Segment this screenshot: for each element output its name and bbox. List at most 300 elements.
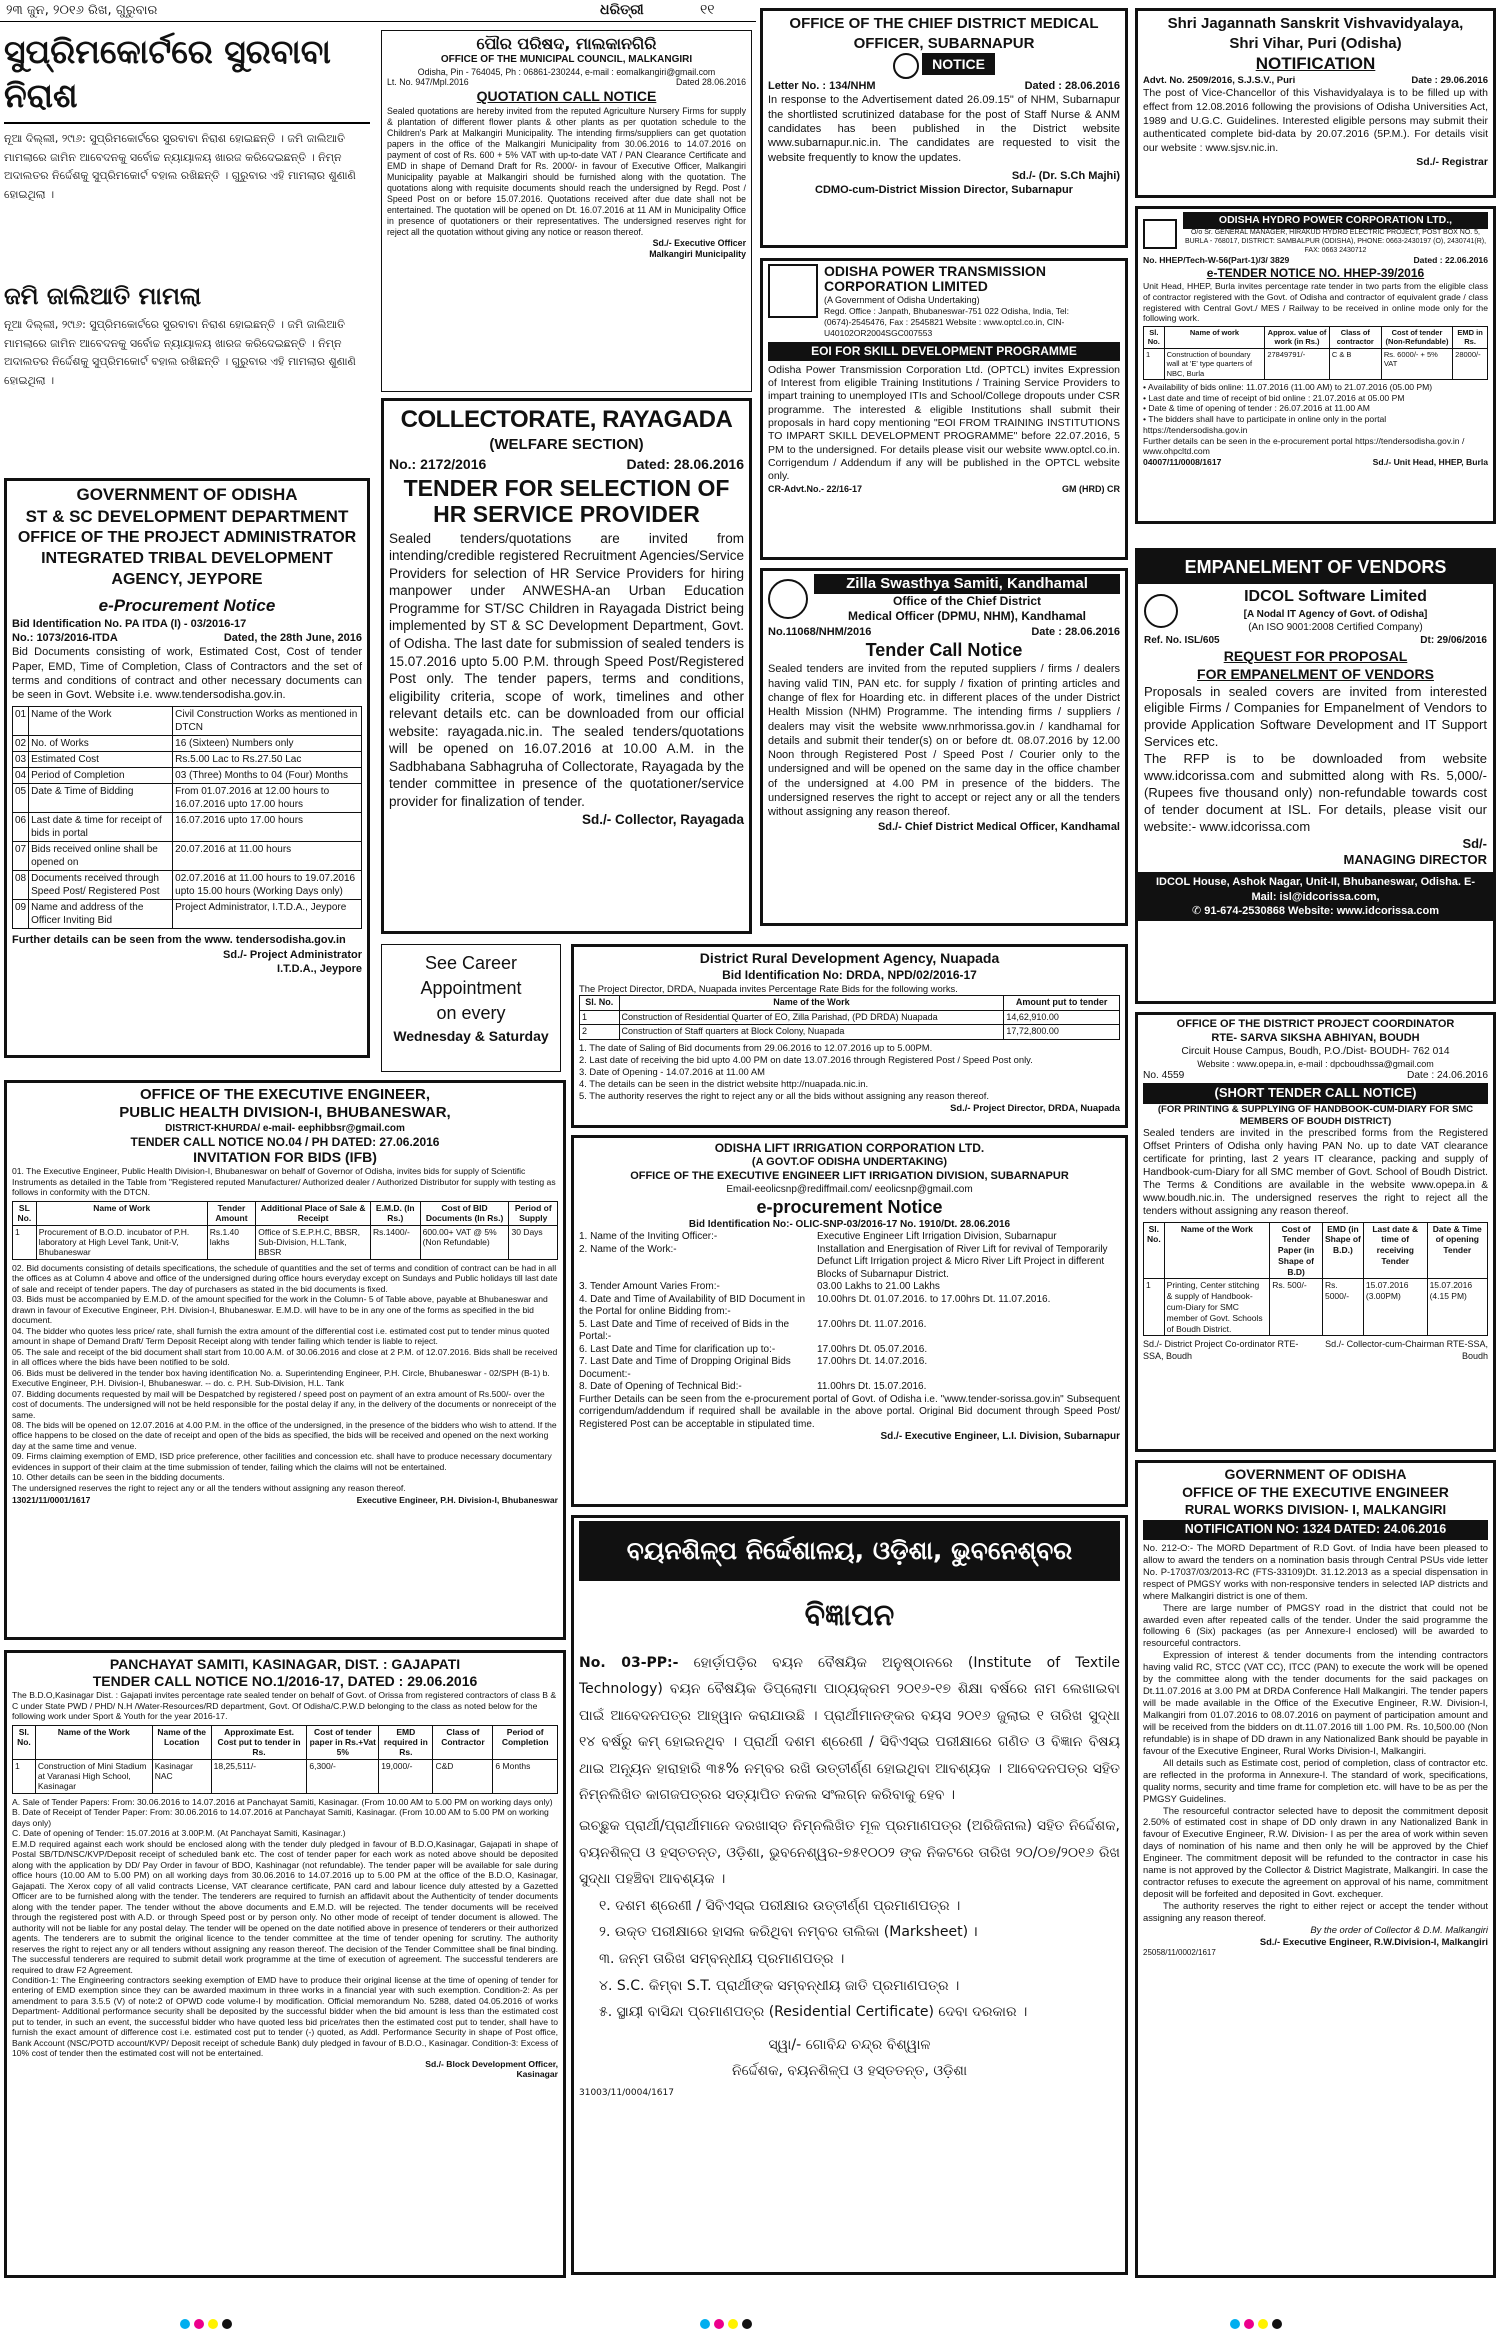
olic-item-label: 8. Date of Opening of Technical Bid:- xyxy=(579,1381,742,1392)
kas-h1: PANCHAYAT SAMITI, KASINAGAR, DIST. : GAJAPATI xyxy=(109,1656,461,1672)
table-row xyxy=(13,813,362,842)
table-header: Cost of BID Documents (In Rs.) xyxy=(420,1201,509,1225)
itda-date: Dated, the 28th June, 2016 xyxy=(223,631,362,644)
olic-email: Email-eeolicsnp@rediffmail.com/ eeolicsnp@gmail.com xyxy=(726,1183,973,1195)
optcl-body: Odisha Power Transmission Corporation Ltd. (OPTCL) invites Expression of Interest from eligible Training Institutions / Training Service Providers to impart training to unemployed ITIs and School/College dropouts under CSR programme. The interested & eligible Institutions shall submit their proposals in hard copy mentioning "EOI FROM TRAINING INSTITUTIONS TO IMPART SKILL DEVELOPMENT PROGRAMME" before 22.07.2016, 5 PM to the undersigned. For details please visit our website www.optcl.co.in. Corrigendum / Addendum if any will be published in the OPTCL website only. xyxy=(768,363,1120,483)
jss-no: Advt. No. 2509/2016, S.J.S.V., Puri xyxy=(1143,75,1296,87)
mc-sig: Sd./- Executive Officer xyxy=(652,237,746,248)
table-cell: Rs.1400/- xyxy=(370,1225,420,1259)
table-cell: 08 xyxy=(13,871,29,900)
rw-p4: All details such as Estimate cost, period of completion, class of contractor etc. are reflected in the proforma in Annexure-I. The standard of work, specifications, quality norms, security and time frame for completion etc. will have to be as per the PMGSY Guidelines. xyxy=(1143,1756,1488,1804)
dtt-para: ଇଚ୍ଛୁକ ପ୍ରାର୍ଥୀ/ପ୍ରାର୍ଥୀମାନେ ଦରଖାସ୍ତ ନିମ୍ନଲିଖିତ ମୂଳ ପ୍ରମାଣପତ୍ର (ଅରିଜିନାଲ) ସହିତ ନିର୍ଦ୍ଦେଶକ, ବୟନଶିଳ୍ପ ଓ ହସ୍ତତନ୍ତ, ଓଡ଼ିଶା, ଭୁବନେଶ୍ୱର-୭୫୧୦୦୨ ଙ୍କ ନିକଟରେ ତାରିଖ ୨୦/୦୭/୨୦୧୬ ରିଖ ସୁଦ୍ଧା ପହଞ୍ଚିବା ଆବଶ୍ୟକ । xyxy=(579,1818,1120,1888)
mc-lt: Lt. No. 947/Mpl.2016 xyxy=(387,77,469,88)
table-header: Additional Place of Sale & Receipt xyxy=(256,1201,371,1225)
table-cell: 03 (Three) Months to 04 (Four) Months xyxy=(173,768,362,784)
ray-title: TENDER FOR SELECTION OF HR SERVICE PROVIDER xyxy=(403,474,730,528)
table-header: Name of the Work xyxy=(35,1725,152,1759)
table-header: Cost of Tender Paper (in Shape of B.D) xyxy=(1270,1222,1323,1279)
kas-intro: The B.D.O,Kasinagar Dist. : Gajapati invites percentage rate sealed tender on behalf of Govt. of Orissa from registered contractors of class B & C under State PWD / PHD/ N.H /Water-Resources/RD department, Govt. Of Odisha/C.P.W.D belonging to the class as noted below for the following work under Sport & Youth for the year 2016-17. xyxy=(12,1690,557,1722)
table-cell: C&D xyxy=(433,1759,493,1793)
olic-item-label: 7. Last Date and Time of Dropping Original Bids Document:- xyxy=(579,1356,791,1380)
kas-date-line: B. Date of Receipt of Tender Paper: From: 30.06.2016 to 14.07.2016 at Panchayat Samiti, Kasinagar. (From 10.00 AM to 5.00 PM on working days only) xyxy=(12,1807,549,1828)
boudh-title: (SHORT TENDER CALL NOTICE) xyxy=(1143,1083,1488,1104)
table-row xyxy=(13,784,362,813)
idcol-sig: Sd/- xyxy=(1462,835,1487,851)
jss-title: NOTIFICATION xyxy=(1255,54,1376,73)
olic-item-value: 10.00hrs Dt. 01.07.2016. to 17.00hrs Dt. 11.07.2016. xyxy=(817,1293,1051,1305)
kas-title: TENDER CALL NOTICE NO.1/2016-17, DATED : 29.06.2016 xyxy=(92,1673,478,1690)
phd-note: 10. Other details can be seen in the bidding documents. xyxy=(12,1472,225,1483)
itda-bid: Bid Identification No. PA ITDA (I) - 03/2016-17 xyxy=(12,617,247,630)
yellow-mark xyxy=(1258,2319,1268,2329)
table-cell: Rs.1.40 lakhs xyxy=(207,1225,256,1259)
rw-p3: Expression of interest & tender documents from the intending contractors having valid RC, STCC (VAT CC), ITCC (PAN) to execute the work will be opened by the committee along with the tender documents for the said packages on Dt.11.07.2016 at 3.00 PM at DRDA Conference Hall Malkangiri. The tender papers will be made available in the Office of the Executive Engineer, R.W. Division-I, Malkangiri from 01.07.2016 to 08.07.2016 on payment of participation amount and will be received from the bidders on dt.11.07.2016 till 1.00 PM. Rs. 10,500.00 (Non refundable) is in shape of DD drawn in any Nationalized Bank should be payable in favour of the Executive Engineer, Rural Works Division-I, Malkangiri. xyxy=(1143,1649,1488,1756)
phd-note: 08. The bids will be opened on 12.07.2016 at 4.00 P.M. in the office of the undersigned, in the presence of the bidders who wish to attend. If the office happens to be closed on the date of receipt and open of the bids as specified, the bids will be received and opened on the next working day at the same time and venue. xyxy=(12,1420,557,1451)
mc-title: QUOTATION CALL NOTICE xyxy=(476,88,657,105)
yellow-mark xyxy=(208,2319,218,2329)
olic-item xyxy=(579,1344,1120,1357)
table-cell: 03 xyxy=(13,752,29,768)
zss-h1: Zilla Swasthya Samiti, Kandhamal xyxy=(814,574,1120,594)
table-header: Name of the Work xyxy=(619,996,1004,1011)
table-row xyxy=(580,1010,1120,1025)
olic-h3: OFFICE OF THE EXECUTIVE ENGINEER LIFT IRRIGATION DIVISION, SUBARNAPUR xyxy=(630,1169,1069,1182)
idcol-sig-2: MANAGING DIRECTOR xyxy=(1343,852,1487,868)
zss-title: Tender Call Notice xyxy=(865,639,1023,660)
table-cell: 15.07.2016 (3.00PM) xyxy=(1363,1279,1427,1336)
kas-sig-2: Kasinagar xyxy=(516,2069,558,2080)
ohpc-code: 04007/11/0008/1617 xyxy=(1143,457,1222,468)
jss-notice xyxy=(1135,8,1496,198)
boudh-title-2: (FOR PRINTING & SUPPLYING OF HANDBOOK-CUM-DIARY FOR SMC MEMBERS OF BOUDH DISTRICT) xyxy=(1157,1103,1474,1127)
table-header: Sl. No. xyxy=(1144,327,1165,349)
cyan-mark xyxy=(1230,2319,1240,2329)
olic-item-label: 1. Name of the Inviting Officer:- xyxy=(579,1231,718,1242)
table-cell: 02 xyxy=(13,736,29,752)
cdmo-no: Letter No. : 134/NHM xyxy=(768,80,876,93)
ohpc-no: No. HHEP/Tech-W-56(Part-1)/3/ 3829 xyxy=(1143,255,1290,266)
table-cell: Date & Time of Bidding xyxy=(29,784,173,813)
table-cell: Procurement of B.O.D. incubator of P.H. laboratory at High Level Tank, Unit-V, Bhubaneswar xyxy=(36,1225,207,1259)
table-header: Period of Completion xyxy=(493,1725,558,1759)
kas-conditions: Condition-1: The Engineering contractors seeking exemption of EMD have to produce their original license at the time of opening of tender for entering of EMD exemption since they can be awarded maximum in three works in a financial year with such exemption. Condition-2: As per amendment to para 3.5.5 (V) of note:2 of OPWD code volume-I by modification. Official memorandum No. 5288, dated 04.05.2016 of works Department- Additional performance security shall be deposited by the successful bidder when the bid amount is less than the estimated cost put to tender, in such an event, the successful bidder who have quoted less bid price/rates then the estimated cost put to tender, shall have to furnish the exact amount of difference cost i.e. estimated cost put to tender (-) quoted, as Addl. Performance Security in shape of Post office, Bank Account (NSC/POTD account/KVP/ Deposit receipt of schedule Bank) duly pledged in favour of B.D.O., Kasinagar. Condition-3: Excess of 10% cost of tender then the estimated cost will not be entertained. xyxy=(12,1975,558,2059)
career-box xyxy=(381,944,561,1072)
dtt-code: 31003/11/0004/1617 xyxy=(579,2088,674,2098)
ohpc-title: e-TENDER NOTICE NO. HHEP-39/2016 xyxy=(1206,266,1425,281)
color-marks-right xyxy=(1230,2319,1282,2329)
ray-h1: COLLECTORATE, RAYAGADA xyxy=(400,406,733,433)
drda-notice xyxy=(571,944,1128,1128)
idcol-title-2: FOR EMPANELMENT OF VENDORS xyxy=(1197,666,1434,683)
olic-item-label: 3. Tender Amount Varies From:- xyxy=(579,1281,720,1292)
table-cell: 1 xyxy=(1144,348,1165,379)
boudh-sig-2: Sd./- Collector-cum-Chairman RTE-SSA, Boudh xyxy=(1325,1339,1488,1361)
drda-intro: The Project Director, DRDA, Nuapada invites Percentage Rate Bids for the following works. xyxy=(579,983,958,995)
drda-note: 1. The date of Saling of Bid documents from 29.06.2016 to 12.07.2016 up to 5.00PM. xyxy=(579,1041,933,1053)
table-cell: 01 xyxy=(13,707,29,736)
table-row xyxy=(13,736,362,752)
dtt-list xyxy=(599,1893,1120,2026)
optcl-title: EOI FOR SKILL DEVELOPMENT PROGRAMME xyxy=(768,342,1120,361)
idcol-h2: [A Nodal IT Agency of Govt. of Odisha] xyxy=(1243,609,1428,621)
table-cell: Project Administrator, I.T.D.A., Jeypore xyxy=(173,900,362,929)
phone-icon: ✆ xyxy=(1191,904,1202,917)
table-row xyxy=(13,768,362,784)
kas-dates xyxy=(12,1797,558,1839)
optcl-logo-icon xyxy=(768,264,818,318)
olic-item xyxy=(579,1356,1120,1381)
table-cell: Rs. 5000/- xyxy=(1322,1279,1363,1336)
yellow-mark xyxy=(728,2319,738,2329)
table-header: Sl. No. xyxy=(1144,1222,1165,1279)
masthead-date: ୨୩ ଜୁନ, ୨୦୧୬ ରିଖ, ଗୁରୁବାର xyxy=(6,3,158,18)
optcl-notice xyxy=(760,258,1128,560)
cdmo-body: In response to the Advertisement dated 26.09.15" of NHM, Subarnapur the shortlisted scrutinized database for the post of Staff Nurse & ANM candidates has been published in the District website www.subarnapur.nic.in. The candidates are requested to visit the website frequently to know the updates. xyxy=(768,94,1120,164)
dtt-sig-2: ନିର୍ଦ୍ଦେଶକ, ବୟନଶିଳ୍ପ ଓ ହସ୍ତତନ୍ତ, ଓଡ଼ିଶା xyxy=(731,2063,968,2080)
ohpc-body: Unit Head, HHEP, Burla invites percentage rate tender in two parts from the eligible class of contractor registered with the Govt. of Odisha and contractor of equivalent grade / class registered with Central Govt./ MES / Railway to be received in online mode only for the following work. xyxy=(1143,281,1488,324)
itda-foot: Further details can be seen from the www. tendersodisha.gov.in xyxy=(12,934,346,947)
table-row xyxy=(13,900,362,929)
table-header: E.M.D. (In Rs.) xyxy=(370,1201,420,1225)
ohpc-foot: Further details can be seen in the e-procurement portal https://tendersodisha.gov.in / www.ohpcltd.com xyxy=(1143,435,1465,457)
olic-item-value: 17.00hrs Dt. 11.07.2016. xyxy=(817,1318,927,1330)
table-cell: Civil Construction Works as mentioned in DTCN xyxy=(173,707,362,736)
phd-note: 02. Bid documents consisting of details specifications, the schedule of quantities and the set of terms and condition of contract can be had in all the offices as at Column 4 above and office of the undersigned during office hours everyday except on Sundays and Public holidays till last date of sale and receipt of tender papers. The day of purchasers as stated in the bid documents is fixed. xyxy=(12,1262,558,1294)
rw-title: NOTIFICATION NO: 1324 DATED: 24.06.2016 xyxy=(1143,1520,1488,1540)
dtt-list-item: ୩. ଜନ୍ମ ତାରିଖ ସମ୍ବନ୍ଧୀୟ ପ୍ରମାଣପତ୍ର । xyxy=(599,1951,845,1968)
color-marks-left xyxy=(180,2319,232,2329)
table-header: Sl. No. xyxy=(13,1725,36,1759)
kas-body: E.M.D required against each work should be enclosed along with the tender duly pledged in favour of B.D.O,Kasinagar, Gajapati in shape of Postal SB/TD/NSC/KVP/Deposit receipt of scheduled bank etc. The cost of tender paper for each work as noted above should be deposited along with the application by DD/ Pay Order in favour of BDO, Kashinagar (not refundable). The tender paper will be available for sale during office hours (10.00 AM to 5.00 PM) on all working days from 30.06.2016 to 14.07.2016 up to 5.00 PM at the office of the B.D.O, Kasinagar, Gajapati. The Xerox copy of all valid contracts License, VAT clearance certificate, PAN card and labour licence duly attested by a Gazetted Officer are to be furnished along with the tender. The tenderers are required to furnish an affidavit about the Authenticity of tender documents along with the tender paper. The tender without the above documents and E.M.D. will be rejected. The tender documents will be received through the registered post with A.D. or through Speed post or by person only. No other mode of receipt of tender document is allowed. The authority will not be liable for any postal delay. The tender will be opened on the date notified above in presence of tenderers or their authorized agents. The tenderers are to submit the original licence to the tender committee at the time of tender opening for scrutiny. The authority reserves the right to reject any or all tenders without assigning any reason thereof. The decision of the Tender Committee shall be final binding. The successful tenderers are required to submit detail work programme at the time of execution of agreement. The successful tenderers are required to draw F2 Agreement. xyxy=(12,1838,558,1975)
table-cell: Rs. 500/- xyxy=(1270,1279,1323,1336)
olic-item-value: 11.00hrs Dt. 15.07.2016. xyxy=(817,1381,927,1392)
kas-sig: Sd./- Block Development Officer, xyxy=(425,2058,558,2069)
table-header: Period of Supply xyxy=(509,1201,558,1225)
textile-notice xyxy=(571,1515,1128,2275)
zss-h3: Medical Officer (DPMU, NHM), Kandhamal xyxy=(847,609,1087,624)
olic-item-value: 17.00hrs Dt. 05.07.2016. xyxy=(817,1343,928,1355)
itda-office: OFFICE OF THE PROJECT ADMINISTRATOR xyxy=(17,529,357,547)
table-cell: Construction of Residential Quarter of EO, Zilla Parishad, (PD DRDA) Nuapada xyxy=(619,1010,1004,1025)
olic-foot: Further Details can be seen from the e-procurement portal of Govt. of Odisha i.e. "www.tender-sorissa.gov.in" Subsequent corrigendum/addendum if required shall be available in the above portal. Original Bid document through Speed Post/ Registered Post can be acceptable in stipulated time. xyxy=(579,1393,1120,1430)
ray-body: Sealed tenders/quotations are invited from intending/credible registered Recruitment Agencies/Service Providers for selection of HR Service Providers for hiring manpower under ANWESHA-an Urban Education Programme for ST/SC Children in Rayagada District being implemented by ST & SC Development Department, Govt. of Odisha. The last date for submission of sealed tenders is 15.07.2016 upto 5.00 P.M. through Speed Post/Registered Post only. The tender papers, terms and conditions, eligibility criteria, scope of work, timelines and other relevant details etc. can be downloaded from our official website: rayagada.nic.in. The sealed tenders/quotations will be opened on 16.07.2016 at 10.00 A.M. in the Sadbhabana Sabhagruha of Collectorate, Rayagada by the tender committee in presence of the quotationer/service provider for finalization of tender. xyxy=(389,530,744,809)
ohpc-table xyxy=(1143,326,1488,380)
cdmo-notice xyxy=(760,8,1128,248)
table-row xyxy=(13,752,362,768)
ohpc-addr: O/o Sr. GENERAL MANAGER, HIRAKUD HYDRO ELECTRIC PROJECT, POST BOX NO. 5, BURLA - 768017, DISTRICT: SAMBALPUR (ODISHA), PHONE: 0663-2430197 (O), 2430741(R), FAX: 0663 2430712 xyxy=(1184,229,1487,254)
mc-h2: OFFICE OF THE MUNICIPAL COUNCIL, MALKANGIRI xyxy=(440,54,693,65)
odisha-emblem-icon xyxy=(893,53,919,79)
rw-p5: The resourceful contractor selected have to deposit the commitment deposit 2.50% of estimated cost in shape of DD only drawn in any Nationalized Bank in favour of Executive Engineer, R.W. Division- I as per the area of work within seven days of nomination of his name and then only he will be approved by the Chief Engineer. The commitment deposit will be refunded to the contractor in case his name is not approved by the Collector & District Magistrate, Malkangiri. In case the contractor refuses to execute the agreement on approval of his name, commitment deposit will be forfeited and deposited in Govt. exchequer. xyxy=(1143,1804,1488,1900)
table-cell: 6,300/- xyxy=(307,1759,379,1793)
olic-item xyxy=(579,1231,1120,1244)
phd-notice xyxy=(4,1080,566,1640)
phd-code: 13021/11/0001/1617 xyxy=(12,1495,91,1506)
idcol-addr: IDCOL House, Ashok Nagar, Unit-II, Bhubaneswar, Odisha. E-Mail: isl@idcorissa.com, xyxy=(1155,876,1476,903)
jss-body: The post of Vice-Chancellor of this Vishavidyalaya is to be filled up with effect from 12.08.2016 following the provisions of Odisha Universities Act, 1989 and U.G.C. Guidelines. Interested eligible persons may submit their authenticated complete bid-data by 20.07.2016 (5P.M.). For details visit our website : www.sjsv.nic.in. xyxy=(1143,87,1488,154)
itda-agency: INTEGRATED TRIBAL DEVELOPMENT AGENCY, JEYPORE xyxy=(41,549,333,588)
news-subheadline: ଜମି ଜାଲିଆତି ମାମଲା xyxy=(4,282,202,310)
nhm-logo-icon xyxy=(768,579,808,619)
table-cell: Name and address of the Officer Inviting Bid xyxy=(29,900,173,929)
drda-note: 3. Date of Opening - 14.07.2016 at 11.00 AM xyxy=(579,1065,765,1077)
table-cell: 02.07.2016 at 11.00 hours to 19.07.2016 upto 15.00 hours (Working Days only) xyxy=(173,871,362,900)
table-cell: 28000/- xyxy=(1453,348,1488,379)
olic-items xyxy=(579,1231,1120,1394)
table-cell: Construction of Staff quarters at Block Colony, Nuapada xyxy=(619,1025,1004,1040)
optcl-sig: GM (HRD) CR xyxy=(1062,483,1120,494)
table-cell: 600.00+ VAT @ 5% (Non Refundable) xyxy=(420,1225,509,1259)
phd-note: 06. Bids must be delivered in the tender box having identification No. a. Superintending Engineer, P.H. Circle, Bhubaneswar - 02/SPH (B-1) b. Executive Engineer, P.H. Division-I, Bhubaneswar. -- do. c. P.H. Sub-Division, H.L. Tank xyxy=(12,1367,550,1389)
olic-item-label: 4. Date and Time of Availability of BID Document in the Portal for online Bidding from:- xyxy=(579,1293,806,1317)
phd-note: 09. Firms claiming exemption of EMD, ISD price preference, other facilities and concession etc. shall have to produce necessary documentary evidences in support of their claim at the time submission of tender, failing which the claims will not be entertained. xyxy=(12,1451,552,1472)
table-header: Approximate Est. Cost put to tender in Rs. xyxy=(211,1725,307,1759)
news-headline: ସୁପ୍ରିମକୋର୍ଟରେ ସୁରବାବା ନିରାଶ xyxy=(4,30,370,124)
olic-item-value: Executive Engineer Lift Irrigation Division, Subarnapur xyxy=(817,1231,1057,1242)
color-marks-center xyxy=(700,2319,752,2329)
boudh-addr: Circuit House Campus, Boudh, P.O./Dist- BOUDH- 762 014 xyxy=(1181,1045,1450,1057)
cdmo-date: Dated : 28.06.2016 xyxy=(1024,80,1120,93)
optcl-addr: Regd. Office : Janpath, Bhubaneswar-751 022 Odisha, India, Tel:(0674)-2545476, Fax : 2545821 Website : www.optcl.co.in, CIN-U40102OR2004SGC007553 xyxy=(824,306,1069,338)
table-cell: C & B xyxy=(1329,348,1381,379)
itda-title: e-Procurement Notice xyxy=(98,595,276,615)
dtt-banner: ବୟନଶିଳ୍ପ ନିର୍ଦ୍ଦେଶାଳୟ, ଓଡ଼ିଶା, ଭୁବନେଶ୍ବର xyxy=(579,1521,1120,1581)
table-header: Cost of tender paper in Rs.+Vat 5% xyxy=(307,1725,379,1759)
phd-intro: 01. The Executive Engineer, Public Health Division-I, Bhubaneswar on behalf of Governor of Odisha, invites bids for supply of Scientific Instruments as detailed in the Table from "Registered reputed Manufacturer/ Authorized dealer / Authorized Distributor for supply with testing as follows in conformity with the DTCN. xyxy=(12,1166,556,1198)
dtt-list-item: ୨. ଉକ୍ତ ପରୀକ୍ଷାରେ ହାସଲ କରିଥିବା ନମ୍ବର ତାଲିକା (Marksheet) । xyxy=(599,1924,978,1941)
table-cell: 17,72,800.00 xyxy=(1004,1025,1120,1040)
table-cell: 1 xyxy=(13,1759,36,1793)
idcol-body: Proposals in sealed covers are invited from interested eligible Firms / Companies for Empanelment of Vendors to provide Application Software Development and IT Support Services etc. xyxy=(1144,683,1487,750)
table-header: EMD required in Rs. xyxy=(379,1725,433,1759)
ohpc-date: Dated : 22.06.2016 xyxy=(1413,255,1488,266)
dtt-sig: ସ୍ୱା/- ଗୋବିନ୍ଦ ଚନ୍ଦ୍ର ବିଶ୍ୱାଳ xyxy=(768,2036,931,2053)
ohpc-sig: Sd./- Unit Head, HHEP, Burla xyxy=(1372,457,1488,468)
news-body: ନୂଆ ଦିଲ୍ଲୀ, ୨୯ା୬: ସୁପ୍ରିମକୋର୍ଟରେ ସୁରବାବା ନିରାଶ ହୋଇଛନ୍ତି । ଜମି ଜାଲିଆତି ମାମଲାରେ ଜାମିନ ଆବେଦନକୁ ସର୍ବୋଚ୍ଚ ନ୍ୟାୟାଳୟ ଖାରଜ କରିଦେଇଛନ୍ତି । ନିମ୍ନ ଅଦାଲତର ନିର୍ଦ୍ଦେଶକୁ ସୁପ୍ରିମକୋର୍ଟ ବହାଲ ରଖିଛନ୍ତି । ଗୁରୁବାର ଏହି ମାମଲାର ଶୁଣାଣି ହୋଇଥିଲା । xyxy=(4,132,356,202)
rayagada-notice xyxy=(381,398,752,934)
dtt-list-item: ୫. ସ୍ଥାୟୀ ବାସିନ୍ଦା ପ୍ରମାଣପତ୍ର (Residential Certificate) ଦେବା ଦରକାର । xyxy=(599,2004,1028,2021)
boudh-h2: RTE- SARVA SIKSHA ABHIYAN, BOUDH xyxy=(1211,1031,1420,1044)
itda-gov: GOVERNMENT OF ODISHA xyxy=(76,485,298,504)
table-cell: Last date & time for receipt of bids in portal xyxy=(29,813,173,842)
zss-date: Date : 28.06.2016 xyxy=(1031,625,1120,638)
table-header: Tender Amount xyxy=(207,1201,256,1225)
boudh-sig: Sd./- District Project Co-ordinator RTE-SSA, Boudh xyxy=(1143,1339,1299,1361)
table-header: Cost of tender (Non-Refundable) xyxy=(1381,327,1452,349)
drda-notes xyxy=(579,1042,1120,1102)
phd-note: The undersigned reserves the right to reject any or all the tenders without assigning any reason thereof. xyxy=(12,1482,406,1493)
ohpc-note: • Last date and time of receipt of bid online : 21.07.2016 at 05.00 PM xyxy=(1143,392,1405,403)
jss-h2: Shri Vihar, Puri (Odisha) xyxy=(1229,34,1402,52)
itda-notice xyxy=(4,478,370,1058)
cdmo-sig-2: CDMO-cum-District Mission Director, Subarnapur xyxy=(815,184,1073,197)
dtt-no: No. 03-PP:- xyxy=(579,1654,679,1671)
drda-table xyxy=(579,995,1120,1040)
drda-h1: District Rural Development Agency, Nuapada xyxy=(699,950,1000,966)
kas-date-line: A. Sale of Tender Papers: From: 30.06.2016 to 14.07.2016 at Panchayat Samiti, Kasinagar. (From 10.00 AM to 5.00 PM on working days only) xyxy=(12,1796,553,1807)
ohpc-note: • Availability of bids online: 11.07.2016 (11.00 AM) to 21.07.2016 (05.00 PM) xyxy=(1143,381,1433,392)
zss-body: Sealed tenders are invited from the reputed suppliers / firms / dealers having valid TIN, PAN etc. for supply / fixation of printing articles and change of flex for Hoarding etc. in different places of the under District Health Mission (NHM) Programme. The intending firms / suppliers / dealers may visit the website www.nrhmorissa.gov.in / kandhamal for details and submit their tender(s) on or before dt. 08.07.2016 by 12.00 Noon through Registered Post / Speed Post / Courier only to the undersigned and will be opened on the same day in the office chamber of the undersigned at 4.00 PM in presence of the bidders. The undersigned reserves the right to accept or reject any or all the tenders without assigning any reason thereof. xyxy=(768,663,1120,819)
cdmo-h1: OFFICE OF THE CHIEF DISTRICT MEDICAL OFFICER, SUBARNAPUR xyxy=(789,15,1099,52)
phd-h1: OFFICE OF THE EXECUTIVE ENGINEER, xyxy=(139,1086,431,1103)
table-cell: 1 xyxy=(580,1010,620,1025)
table-cell: 14,62,910.00 xyxy=(1004,1010,1120,1025)
table-cell: Kasinagar NAC xyxy=(152,1759,211,1793)
kas-table xyxy=(12,1725,558,1794)
table-row xyxy=(13,871,362,900)
drda-note: 5. The authority reserves the right to reject any or all the bids without assigning any reason thereof. xyxy=(579,1089,989,1101)
table-cell: Construction of Mini Stadium at Varanasi High School, Kasinagar xyxy=(35,1759,152,1793)
phd-note: 07. Bidding documents requested by mail will be Despatched by registered / speed post on payment of an extra amount of Rs.500/- over the cost of documents. The undersigned will not be held responsible for the postal delay if any, in the delivery of the documents or nonreceipt of the same. xyxy=(12,1388,557,1420)
phd-title: TENDER CALL NOTICE NO.04 / PH DATED: 27.06.2016 xyxy=(130,1134,440,1149)
black-mark xyxy=(1272,2319,1282,2329)
idcol-title-1: REQUEST FOR PROPOSAL xyxy=(1223,648,1408,665)
ohpc-notice xyxy=(1135,206,1496,524)
rw-code: 25058/11/0002/1617 xyxy=(1143,1947,1216,1957)
table-cell: 1 xyxy=(13,1225,37,1259)
table-cell: Office of S.E.P.H.C, BBSR, Sub-Division, H.L.Tank, BBSR xyxy=(256,1225,371,1259)
olic-notice xyxy=(571,1135,1128,1507)
idcol-body-2: The RFP is to be downloaded from website www.idcorissa.com and submitted along with Rs. 5,000/- (Rupees five thousand only) non-refundable towards cost of tender document at ISL. For details, please visit our website:- www.idcorissa.com xyxy=(1144,751,1487,834)
idcol-banner: EMPANELMENT OF VENDORS xyxy=(1138,551,1493,584)
drda-note: 4. The details can be seen in the district website http://nuapada.nic.in. xyxy=(579,1077,869,1089)
ray-date: Dated: 28.06.2016 xyxy=(626,455,744,472)
ohpc-note: • The bidders shall have to participate in online only in the portal https://tendersodisha.gov.in xyxy=(1143,414,1387,435)
zss-sig: Sd./- Chief District Medical Officer, Kandhamal xyxy=(877,820,1120,833)
olic-item xyxy=(579,1294,1120,1319)
table-cell: 04 xyxy=(13,768,29,784)
optcl-h1: ODISHA POWER TRANSMISSION CORPORATION LIMITED xyxy=(824,263,1046,295)
rw-notice xyxy=(1135,1460,1496,2278)
olic-item-value: 03.00 Lakhs to 21.00 Lakhs xyxy=(817,1281,940,1292)
table-header: Sl. No. xyxy=(580,996,620,1011)
table-cell: 09 xyxy=(13,900,29,929)
table-cell: Construction of boundary wall at 'E' type quarters of NBC, Burla xyxy=(1164,348,1265,379)
news-body-2: ନୂଆ ଦିଲ୍ଲୀ, ୨୯ା୬: ସୁପ୍ରିମକୋର୍ଟରେ ସୁରବାବା ନିରାଶ ହୋଇଛନ୍ତି । ଜମି ଜାଲିଆତି ମାମଲାରେ ଜାମିନ ଆବେଦନକୁ ସର୍ବୋଚ୍ଚ ନ୍ୟାୟାଳୟ ଖାରଜ କରିଦେଇଛନ୍ତି । ନିମ୍ନ ଅଦାଲତର ନିର୍ଦ୍ଦେଶକୁ ସୁପ୍ରିମକୋର୍ଟ ବହାଲ ରଖିଛନ୍ତି । ଗୁରୁବାର ଏହି ମାମଲାର ଶୁଣାଣି ହୋଇଥିଲା । xyxy=(4,318,356,388)
table-header: Date & Time of opening Tender xyxy=(1427,1222,1487,1279)
mc-body: Sealed quotations are hereby invited from the reputed Agriculture Nursery Firms for supply & plantation of different flower plants & other plants as per quotation schedule to the Children's Park at Malkangiri Municipality. The intending firms/suppliers can get quotation papers in the office of the Malkangiri Municipality from 30.06.2016 to 14.07.2016 on payment of cost of Rs. 600 + 5% VAT with up-to-date VAT / PAN Clearance Certificate and EMD in shape of Demand Draft for Rs. 2000/- in favour of Executive Officer, Malkangiri Municipality payable at Malkangiri should be furnished along with the quotation. The quotations along with requisite documents should reach the undersigned by Regd. Post / Speed Post on or before 15.07.2016. Quotations received after due date shall not be entertained. The quotation will be opened on Dt. 16.07.2016 at 11 AM in Municipality Office in presence of quotationers or their representatives. The undersigned reserves right for reject all the quotation without giving any notice or reason thereof. xyxy=(387,105,746,237)
itda-sig: Sd./- Project Administrator xyxy=(223,948,362,961)
phd-table xyxy=(12,1201,558,1260)
table-header: EMD in Rs. xyxy=(1453,327,1488,349)
cdmo-title: NOTICE xyxy=(922,53,995,75)
phd-title-2: INVITATION FOR BIDS (IFB) xyxy=(193,1149,377,1166)
mc-addr: Odisha, Pin - 764045, Ph : 06861-230244, e-mail : eomalkangiri@gmail.com xyxy=(417,66,716,77)
phd-h3: DISTRICT-KHURDA/ e-mail- eephibbsr@gmail.com xyxy=(165,1122,405,1134)
ohpc-notes xyxy=(1143,382,1488,436)
table-cell: From 01.07.2016 at 12.00 hours to 16.07.2016 upto 17.00 hours xyxy=(173,784,362,813)
olic-bid: Bid Identification No:- OLIC-SNP-03/2016-17 No. 1910/Dt. 28.06.2016 xyxy=(688,1218,1011,1230)
table-cell: Rs. 6000/- + 5% VAT xyxy=(1381,348,1452,379)
olic-item xyxy=(579,1244,1120,1282)
rw-h3: RURAL WORKS DIVISION- I, MALKANGIRI xyxy=(1184,1501,1447,1517)
table-header: Last date & time of receiving Tender xyxy=(1363,1222,1427,1279)
rw-p2: There are large number of PMGSY road in the district that could not be awarded even after repeated calls of the tender. Under the said programme the following 6 (Six) packages (as per Annexure-I enclosed) will be awarded to resourceful contractors. xyxy=(1143,1601,1488,1649)
boudh-notice xyxy=(1135,1012,1496,1452)
jss-sig: Sd./- Registrar xyxy=(1416,155,1488,168)
idcol-h3: (An ISO 9001:2008 Certified Company) xyxy=(1248,622,1423,634)
olic-sig: Sd./- Executive Engineer, L.I. Division, Subarnapur xyxy=(880,1431,1120,1442)
phd-sig: Executive Engineer, P.H. Division-I, Bhubaneswar xyxy=(356,1495,558,1506)
municipal-notice xyxy=(381,30,752,392)
table-cell: 06 xyxy=(13,813,29,842)
table-row xyxy=(13,842,362,871)
rw-sig: Sd./- Executive Engineer, R.W.Division-I, Malkangiri xyxy=(1259,1935,1488,1947)
table-header: Name of the Location xyxy=(152,1725,211,1759)
table-cell: 1 xyxy=(1144,1279,1165,1336)
table-cell: No. of Works xyxy=(29,736,173,752)
table-header: Name of the Work xyxy=(1164,1222,1270,1279)
dtt-intro: ହୋର୍ଡ଼ାପଡ଼ିର ବୟନ ବୈଷୟିକ ଅନୁଷ୍ଠାନରେ (Institute of Textile Technology) ବୟନ ବୈଷୟିକ ଡିପ୍ଲୋମା ପାଠ୍ୟକ୍ରମ ୨୦୧୬-୧୭ ଶିକ୍ଷା ବର୍ଷରେ ନାମ ଲେଖାଇବା ପାଇଁ ଆବେଦନପତ୍ର ଆହ୍ୱାନ କରାଯାଉଛି । ପ୍ରାର୍ଥୀମାନଙ୍କର ବୟସ ୨୦୧୬ ଜୁଲାଇ ୧ ତାରିଖ ସୁଦ୍ଧା ୧୪ ବର୍ଷରୁ କମ୍ ହୋଇନଥିବ । ପ୍ରାର୍ଥୀ ଦଶମ ଶ୍ରେଣୀ / ସିବିଏସ୍‌ଇ ପରୀକ୍ଷାରେ ଗଣିତ ଓ ବିଜ୍ଞାନ ବିଷୟ ଥାଇ ଅନ୍ୟୂନ ହାରାହାରି ୩୫% ନମ୍ବର ରଖି ଉତ୍ତୀର୍ଣ୍ଣ ହୋଇଥିବା ଆବଶ୍ୟକ । ଆବେଦନପତ୍ର ସହିତ ନିମ୍ନଲିଖିତ କାଗଜପତ୍ରର ସତ୍ୟାପିତ ନକଲ ସଂଲଗ୍ନ କରିବାକୁ ହେବ । xyxy=(579,1654,1120,1804)
boudh-table xyxy=(1143,1222,1488,1337)
table-cell: Name of the Work xyxy=(29,707,173,736)
career-l3: on every xyxy=(436,1003,506,1024)
boudh-no: No. 4559 xyxy=(1143,1070,1185,1082)
idcol-logo-icon xyxy=(1144,594,1178,628)
rw-h2: OFFICE OF THE EXECUTIVE ENGINEER xyxy=(1182,1483,1449,1500)
table-cell: 2 xyxy=(580,1025,620,1040)
table-cell: 30 Days xyxy=(509,1225,558,1259)
table-cell: Estimated Cost xyxy=(29,752,173,768)
drda-sig: Sd./- Project Director, DRDA, Nuapada xyxy=(950,1102,1120,1113)
olic-item xyxy=(579,1319,1120,1344)
cdmo-sig: Sd./- (Dr. S.Ch Majhi) xyxy=(1011,169,1120,182)
rw-by: By the order of Collector & D.M. Malkangiri xyxy=(1310,1923,1488,1935)
optcl-cr: CR-Advt.No.- 22/16-17 xyxy=(768,483,863,494)
table-cell: 05 xyxy=(13,784,29,813)
phd-note: 04. The bidder who quotes less price/ rate, shall furnish the extra amount of the differential cost i.e. estimated cost put to tender minus quoted amount in shape of Demand Draft/ Term Deposit Receipt along with tender failing which tender is liable to reject. xyxy=(12,1325,550,1347)
itda-body: Bid Documents consisting of work, Estimated Cost, Cost of tender Paper, EMD, Time of Completion, Class of Contractors and the set of terms and conditions of contract and other necessary documents can be seen in Govt. Website i.e. www.tendersodisha.gov.in. xyxy=(12,646,362,702)
table-header: Amount put to tender xyxy=(1004,996,1120,1011)
table-cell: 16 (Sixteen) Numbers only xyxy=(173,736,362,752)
olic-h2: (A GOVT.OF ODISHA UNDERTAKING) xyxy=(751,1156,948,1168)
table-cell: Documents received through Speed Post/ Registered Post xyxy=(29,871,173,900)
optcl-h2: (A Government of Odisha Undertaking) xyxy=(824,294,980,305)
magenta-mark xyxy=(714,2319,724,2329)
table-cell: Period of Completion xyxy=(29,768,173,784)
table-header: Name of work xyxy=(1164,327,1265,349)
magenta-mark xyxy=(1244,2319,1254,2329)
zss-h2: Office of the Chief District xyxy=(892,593,1041,608)
table-cell: 19,000/- xyxy=(379,1759,433,1793)
idcol-notice xyxy=(1135,548,1496,1004)
table-header: Name of Work xyxy=(36,1201,207,1225)
olic-item-label: 5. Last Date and Time of received of Bids in the Portal:- xyxy=(579,1318,790,1342)
boudh-body: Sealed tenders are invited in the prescribed forms from the Registered Offset Printers of Odisha only having PAN No. up to date VAT clearance certificate for printing, last 2 years IT clearance, packing and supply of Handbook-cum-Diary for all SMC member of Govt. School of Boudh District. The Terms & Conditions are available in the website www.opepa.in & www.boudh.nic.in. The undersigned reserves the right to reject all the tenders without assigning any reason thereof. xyxy=(1143,1127,1488,1217)
table-cell: Bids received online shall be opened on xyxy=(29,842,173,871)
mc-sig-2: Malkangiri Municipality xyxy=(649,248,746,259)
drda-note: 2. Last date of receiving the bid upto 4.00 PM on date 13.07.2016 through Registered Post / Speed Post only. xyxy=(579,1053,1033,1065)
black-mark xyxy=(222,2319,232,2329)
dtt-list-item: ୧. ଦଶମ ଶ୍ରେଣୀ / ସିବିଏସ୍‌ଇ ପରୀକ୍ଷାର ଉତ୍ତୀର୍ଣ୍ଣ ପ୍ରମାଣପତ୍ର । xyxy=(599,1897,961,1914)
black-mark xyxy=(742,2319,752,2329)
table-row xyxy=(13,707,362,736)
itda-dept: ST & SC DEVELOPMENT DEPARTMENT xyxy=(25,507,349,527)
mc-h1: ପୌର ପରିଷଦ, ମାଲକାନଗିରି xyxy=(476,34,657,53)
rw-h1: GOVERNMENT OF ODISHA xyxy=(1224,1466,1407,1482)
olic-item-value: Installation and Energisation of River Lift for revival of Temporarily Defunct Lift Irrigation project & Micro River Lift Project in different Blocks of Subarnapur District. xyxy=(817,1243,1108,1280)
table-cell: 16.07.2016 upto 17.00 hours xyxy=(173,813,362,842)
kas-date-line: C. Date of opening of Tender: 15.07.2016 at 3.00P.M. (At Panchayat Samiti, Kasinagar.) xyxy=(12,1828,346,1839)
rw-p6: The authority reserves the right to either reject or accept the tender without assigning any reason thereof. xyxy=(1143,1900,1488,1923)
ray-sig: Sd./- Collector, Rayagada xyxy=(581,811,744,827)
mc-date: Dated 28.06.2016 xyxy=(676,77,746,88)
olic-h1: ODISHA LIFT IRRIGATION CORPORATION LTD. xyxy=(714,1141,985,1155)
jss-date: Date : 29.06.2016 xyxy=(1411,75,1488,87)
ohpc-h1: ODISHA HYDRO POWER CORPORATION LTD., xyxy=(1183,212,1488,229)
table-header: EMD (in Shape of B.D.) xyxy=(1322,1222,1363,1279)
ray-no: No.: 2172/2016 xyxy=(389,455,487,472)
